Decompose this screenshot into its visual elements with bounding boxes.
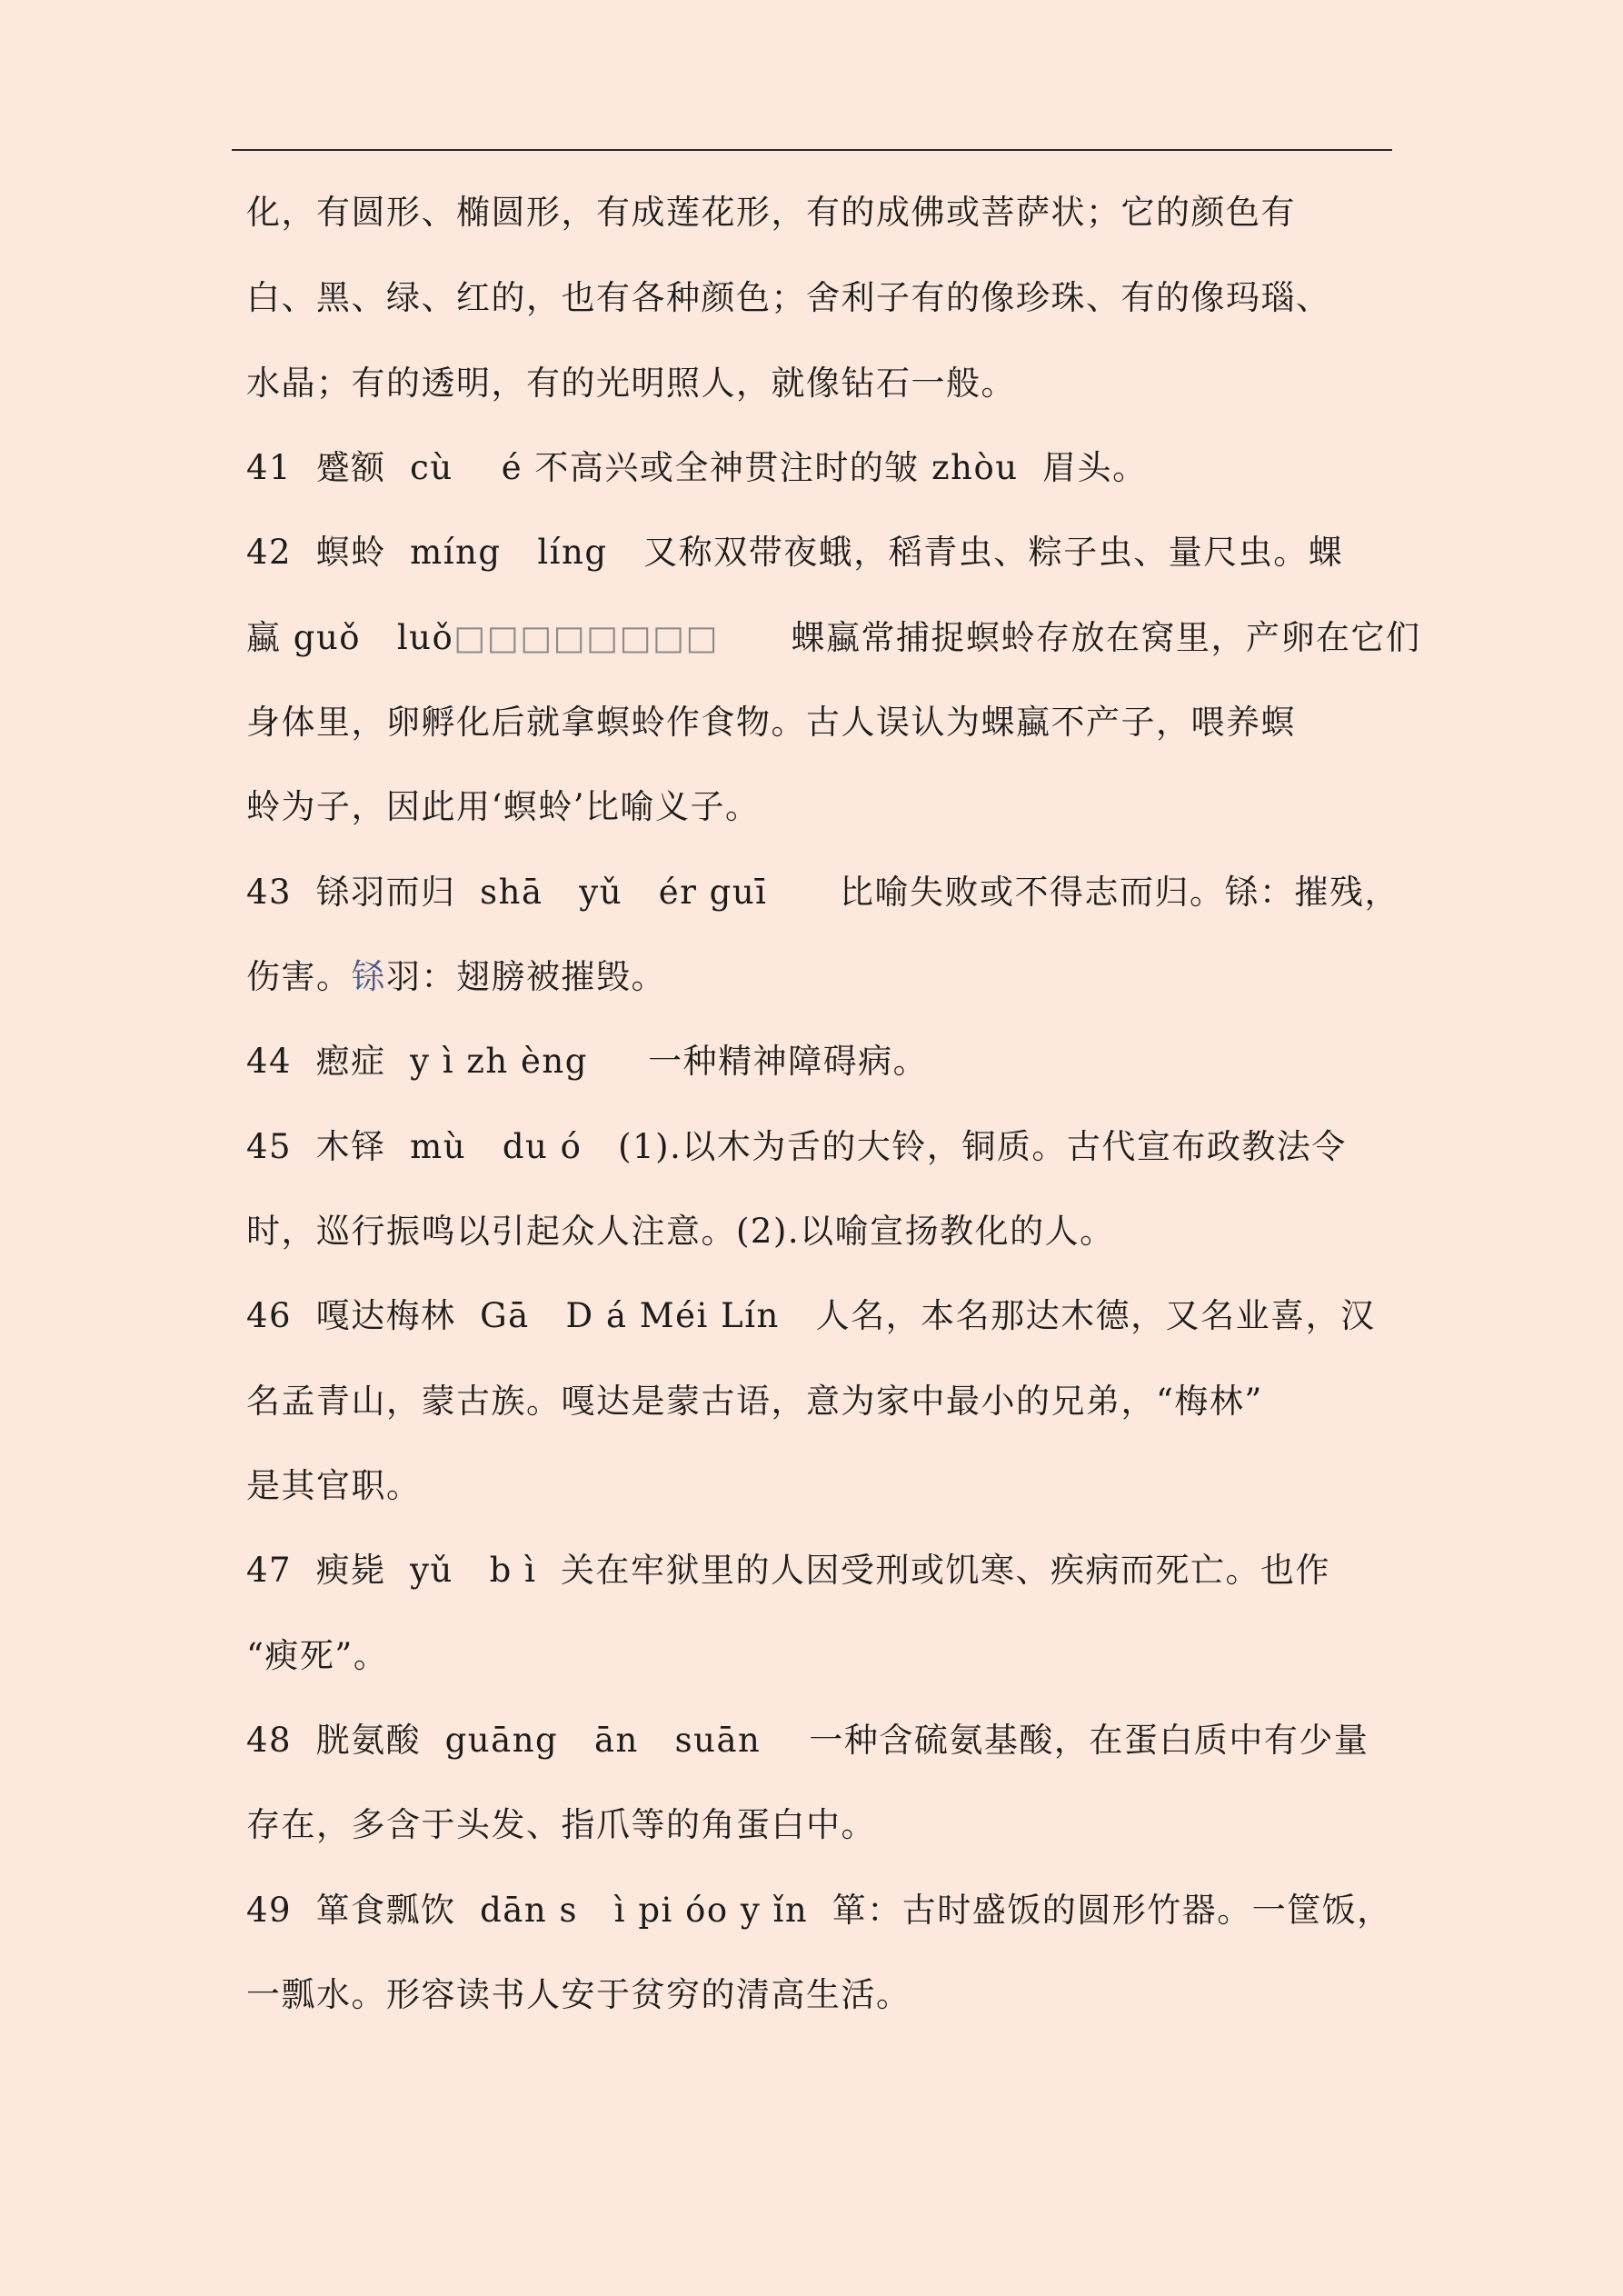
text-line: “瘐死”。 bbox=[246, 1636, 389, 1675]
entry-44: 44 瘛症 y ì zh èng 一种精神障碍病。 bbox=[246, 1042, 929, 1081]
entry-42-text: 蜾蠃常捕捉螟蛉存放在窝里，产卵在它们 bbox=[718, 618, 1421, 657]
entry-42: 42 螟蛉 míng líng 又称双带夜蛾，稻青虫、粽子虫、量尺虫。蜾 bbox=[246, 533, 1344, 572]
entry-46: 46 嘎达梅林 Gā D á Méi Lín 人名，本名那达木德，又名业喜，汉 bbox=[246, 1296, 1376, 1335]
entry-45: 45 木铎 mù du ó (1).以木为舌的大铃，铜质。古代宣布政教法令 bbox=[246, 1127, 1347, 1166]
text-line: 名孟青山，蒙古族。嘎达是蒙古语，意为家中最小的兄弟，“梅林” bbox=[246, 1382, 1263, 1421]
entry-41: 41 蹙额 cù é 不高兴或全神贯注时的皱 zhòu 眉头。 bbox=[246, 448, 1148, 487]
text-line: 化，有圆形、椭圆形，有成莲花形，有的成佛或菩萨状；它的颜色有 bbox=[246, 193, 1296, 232]
entry-43-text: 伤害。 bbox=[246, 957, 352, 996]
text-line: 身体里，卵孵化后就拿螟蛉作食物。古人误认为蜾蠃不产子，喂养螟 bbox=[246, 703, 1296, 742]
entry-42-pinyin: 蠃 guǒ luǒ bbox=[246, 618, 454, 657]
text-line: 一瓢水。形容读书人安于贫穷的清高生活。 bbox=[246, 1975, 911, 2014]
entry-42-line-2 bbox=[246, 616, 1421, 660]
entry-43: 43 铩羽而归 shā yǔ ér guī 比喻失败或不得志而归。铩：摧残， bbox=[246, 873, 1400, 912]
text-line: 白、黑、绿、红的，也有各种颜色；舍利子有的像珍珠、有的像玛瑙、 bbox=[246, 278, 1331, 317]
entry-49: 49 箪食瓢饮 dān s ì pi óo y ǐn 箪：古时盛饭的圆形竹器。一筐饭， bbox=[246, 1891, 1392, 1930]
entry-43-text-end: 羽：翅膀被摧毁。 bbox=[386, 957, 666, 996]
text-line: 存在，多含于头发、指爪等的角蛋白中。 bbox=[246, 1805, 876, 1844]
text-line: 水晶；有的透明，有的光明照人，就像钻石一般。 bbox=[246, 364, 1016, 403]
text-line: 蛉为子，因此用‘螟蛉’比喻义子。 bbox=[246, 787, 761, 826]
highlighted-char: 铩 bbox=[351, 957, 386, 996]
header-rule bbox=[232, 149, 1392, 151]
entry-47: 47 瘐毙 yǔ b ì 关在牢狱里的人因受刑或饥寒、疾病而死亡。也作 bbox=[246, 1551, 1330, 1590]
entry-48: 48 胱氨酸 guāng ān suān 一种含硫氨基酸，在蛋白质中有少量 bbox=[246, 1721, 1369, 1760]
text-line: 时，巡行振鸣以引起众人注意。(2).以喻宣扬教化的人。 bbox=[246, 1212, 1115, 1251]
entry-43-line-2 bbox=[246, 955, 666, 999]
text-line: 是其官职。 bbox=[246, 1466, 422, 1505]
missing-glyphs: □□□□□□□□ bbox=[453, 618, 719, 657]
